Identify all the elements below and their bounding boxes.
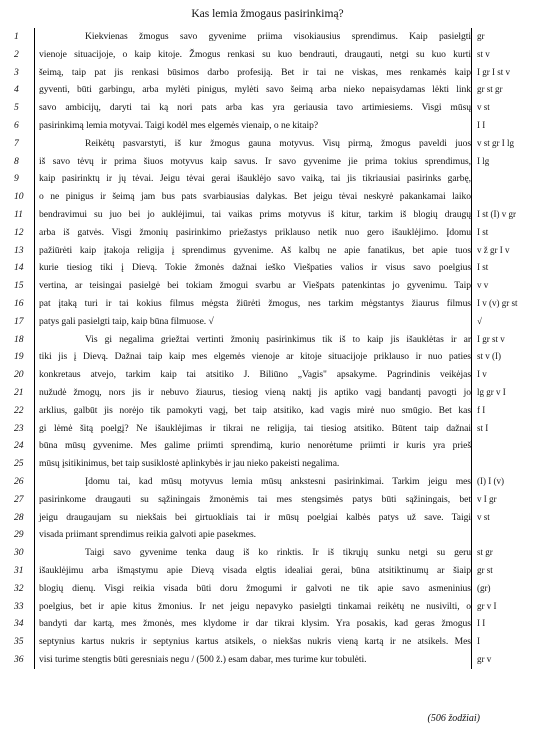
essay-line <box>10 188 510 206</box>
word-count: (506 žodžiai) <box>427 713 480 724</box>
essay-line <box>10 64 510 82</box>
margin-marks: v I gr <box>477 493 497 504</box>
line-text: visi turime stengtis būti geresniais negu / (500 ž.) esam dabar, mes turime kur tobulėti. <box>35 651 472 669</box>
essay-line <box>10 259 510 277</box>
margin-marks: v ž gr I v <box>477 244 510 255</box>
margin-marks: gr v I <box>477 600 497 611</box>
margin-marks: st gr <box>477 547 493 558</box>
essay-line <box>10 615 510 633</box>
line-text: visada priimant sprendimus reikia galvoti apie pasekmes. <box>35 526 472 544</box>
margin-marks <box>472 526 510 544</box>
margin-marks: I lg <box>477 155 490 166</box>
margin-marks: v st <box>477 511 490 522</box>
margin-marks: lg gr v I <box>477 386 506 397</box>
line-number: 13 <box>10 242 35 260</box>
line-text: išauklėjimu arba išmąstymu apie Dievą visada elgtis idealiai gerai, būna atsitiktinumų ar šiaip <box>35 562 472 580</box>
essay-line <box>10 135 514 153</box>
line-text: kaip pasirinktų ir jų tėvai. Jeigu tėvai gerai išauklėjo savo vaiką, tai jis tikriausiai pasirinks garbę, <box>35 170 472 188</box>
line-number: 35 <box>10 633 35 651</box>
line-text: tiki jis į Dievą. Dažnai taip kaip mes elgemės vienoje ar kitoje situacijoje priklauso ir nuo paties <box>35 348 472 366</box>
line-text: jeigu draugaujam su niekšais bei girtuokliais tai ir mūsų poelgiai kalbės patys už save. Taigi <box>35 509 472 527</box>
line-number: 8 <box>10 153 35 171</box>
line-number: 19 <box>10 348 35 366</box>
margin-marks: I st <box>477 226 489 237</box>
line-number: 2 <box>10 46 35 64</box>
line-text: arklius, galbūt jis norėjo tik pamokyti vagį, bet taip atsitiko, kad vagis mirė nuo smūgio. Bet kas <box>35 402 472 420</box>
line-text: vienoje situacijoje, o kaip kitoje. Žmogus renkasi su kuo bendrauti, draugauti, netgi su kuo kurti <box>35 46 472 64</box>
essay-line <box>10 348 510 366</box>
margin-marks <box>472 437 510 455</box>
line-text: vertina, ar teisingai pasielgė bei tokiam žmogui svarbu ar Viešpats patenkintas jo gyvenimu. Taip <box>35 277 472 295</box>
line-text: Įdomu tai, kad mūsų motyvus lemia mūsų ankstesni pasirinkimai. Tarkim jeigu mes <box>35 473 472 491</box>
line-text: bandyti dar kartą, mes žmonės, mes klydome ir dar tikrai klysim. Yra posakis, kad geras žmogus <box>35 615 472 633</box>
essay-line <box>10 206 516 224</box>
line-text: patys gali pasielgti taip, kaip būna filmuose. √ <box>35 313 472 331</box>
margin-marks <box>472 188 510 206</box>
essay-line <box>10 402 510 420</box>
line-number: 3 <box>10 64 35 82</box>
line-text: gi lėmė šitą poelgį? Ne išauklėjimas ir tikrai ne religija, tai tiesiog atsitiko. Būtent taip dažnai <box>35 420 472 438</box>
line-text: būna mūsų gyvenime. Mes galime priimti sprendimą, kurio nenorėtume priimti ir kuris yra prieš <box>35 437 472 455</box>
essay-line <box>10 580 510 598</box>
line-text: pažiūrėti kaip įtakoja religija į sprendimus gyvenime. Aš kalbų ne apie fanatikus, bet apie tuos <box>35 242 472 260</box>
margin-marks: I st <box>477 262 489 273</box>
essay-line <box>10 170 510 188</box>
margin-marks: I <box>477 636 480 647</box>
essay-line <box>10 117 510 135</box>
margin-marks: I gr st v <box>477 333 505 344</box>
line-number: 5 <box>10 99 35 117</box>
essay-grid <box>10 28 518 669</box>
line-number: 31 <box>10 562 35 580</box>
line-text: Kiekvienas žmogus savo gyvenime priima visokiausius sprendimus. Kaip pasielgti <box>35 28 472 46</box>
line-number: 17 <box>10 313 35 331</box>
line-number: 16 <box>10 295 35 313</box>
margin-marks: √ <box>477 315 482 326</box>
line-text: savo ambicijų, daryti tai ką nori pats arba kas yra geriausia tavo artimiesiems. Visgi mūsų <box>35 99 472 117</box>
line-text: nužudė žmogų, nors jis ir nebuvo žiaurus, tiesiog vieną naktį jis aptiko vagį bandantį pavogti jo <box>35 384 472 402</box>
essay-line <box>10 46 510 64</box>
margin-marks: v st <box>477 102 490 113</box>
line-number: 18 <box>10 331 35 349</box>
line-number: 21 <box>10 384 35 402</box>
line-number: 20 <box>10 366 35 384</box>
line-text: septynius kartus nukris ir septynius kartus atsikels, o niekšas nukris vieną kartą ir ne atsikels. Mes <box>35 633 472 651</box>
margin-marks <box>472 170 510 188</box>
line-text: Taigi savo gyvenime tenka daug iš ko rinktis. Ir iš tikrųjų sunku netgi su geru <box>35 544 472 562</box>
margin-marks <box>472 455 510 473</box>
essay-line <box>10 473 510 491</box>
margin-marks: I st (I) v gr <box>477 208 516 219</box>
line-number: 36 <box>10 651 35 669</box>
essay-line <box>10 153 510 171</box>
line-text: iš savo tėvų ir prima šiuos motyvus kaip savus. Ir savo gyvenime jie prima tokius sprendimus, <box>35 153 472 171</box>
line-number: 1 <box>10 28 35 46</box>
line-number: 10 <box>10 188 35 206</box>
line-number: 4 <box>10 81 35 99</box>
essay-line <box>10 633 510 651</box>
essay-line <box>10 562 510 580</box>
line-text: poelgius, bet ir apie kitus žmonius. Ir net jeigu nepavyko pasielgti tinkamai reikėtų ne nusivilti, o <box>35 598 472 616</box>
line-text: mūsų įsitikinimus, bet taip susiklostė aplinkybės ir jau nieko pakeisti negalima. <box>35 455 472 473</box>
line-text: konkretaus atvejo, tarkim kaip tai atsitiko J. Biliūno „Vagis" apsakyme. Pagrindinis veikėjas <box>35 366 472 384</box>
essay-line <box>10 295 518 313</box>
line-text: gyventi, būti garbingu, arba mylėti pinigus, mylėti savo šeimą arba nieko nepaisydamas lėkti link <box>35 81 472 99</box>
margin-marks: (gr) <box>477 582 491 593</box>
essay-line <box>10 491 510 509</box>
line-text: o ne pinigus ir šeimą jam bus pats svarbiausias dalykas. Bet jeigu tėvai neskyrė pakankamai laiko <box>35 188 472 206</box>
essay-line <box>10 455 510 473</box>
essay-line <box>10 509 510 527</box>
line-number: 27 <box>10 491 35 509</box>
line-number: 32 <box>10 580 35 598</box>
margin-marks: gr st gr <box>477 84 503 95</box>
essay-line <box>10 544 510 562</box>
line-number: 29 <box>10 526 35 544</box>
line-number: 24 <box>10 437 35 455</box>
margin-marks: v v <box>477 280 489 291</box>
line-text: pasirinkome draugauti su sąžiningais žmonėmis tai mes stengsimės patys būti sąžiningais, bet <box>35 491 472 509</box>
margin-marks: (I) I (v) <box>477 475 504 486</box>
line-number: 6 <box>10 117 35 135</box>
essay-line <box>10 242 510 260</box>
essay-line <box>10 598 510 616</box>
margin-marks: v st gr I lg <box>477 137 514 148</box>
essay-line <box>10 437 510 455</box>
margin-marks: gr <box>477 31 485 41</box>
line-number: 23 <box>10 420 35 438</box>
essay-line <box>10 224 510 242</box>
line-number: 22 <box>10 402 35 420</box>
margin-marks: I v <box>477 369 487 380</box>
essay-line <box>10 526 510 544</box>
essay-line <box>10 28 510 46</box>
line-number: 26 <box>10 473 35 491</box>
margin-marks: gr st <box>477 564 493 575</box>
essay-line <box>10 651 510 669</box>
margin-marks: I I <box>477 119 486 130</box>
line-number: 15 <box>10 277 35 295</box>
line-number: 28 <box>10 509 35 527</box>
line-text: arba iš gatvės. Visgi žmonių pasirinkimo priežastys priklauso netik nuo gero išauklėjimo. Įdomu <box>35 224 472 242</box>
essay-line <box>10 313 510 331</box>
essay-line <box>10 81 510 99</box>
margin-marks: st v <box>477 48 490 59</box>
essay-line <box>10 99 510 117</box>
line-text: blogių dienų. Visgi reikia visada būti doru žmogumi ir galvoti ne tik apie savo asmeninius <box>35 580 472 598</box>
essay-line <box>10 384 510 402</box>
line-number: 11 <box>10 206 35 224</box>
margin-marks: gr v <box>477 653 492 664</box>
line-number: 7 <box>10 135 35 153</box>
margin-marks: f I <box>477 404 486 415</box>
margin-marks: st v (I) <box>477 351 501 362</box>
essay-title: Kas lemia žmogaus pasirinkimą? <box>191 8 344 20</box>
margin-marks: I gr I st v <box>477 66 510 77</box>
essay-line <box>10 420 510 438</box>
line-text: pasirinkimą lemia motyvai. Taigi kodėl mes elgemės vienaip, o ne kitaip? <box>35 117 472 135</box>
line-text: Vis gi negalima griežtai vertinti žmonių pasirinkimus tik iš to kaip jis išauklėtas ir ar <box>35 331 472 349</box>
margin-marks: I I <box>477 618 486 629</box>
line-number: 25 <box>10 455 35 473</box>
margin-marks: st I <box>477 422 489 433</box>
line-text: kurie tiesiog tiki į Dievą. Tokie žmonės dažnai ieško Viešpaties valios ir visus savo poelgius <box>35 259 472 277</box>
line-number: 34 <box>10 615 35 633</box>
line-number: 9 <box>10 170 35 188</box>
line-number: 30 <box>10 544 35 562</box>
line-text: pat įtaką turi ir tai kokius filmus mėgsta žiūrėti žmogus, nes tarkim mėgstantys žiaurus filmus <box>35 295 472 313</box>
line-text: bendravimui su juo bei jo auklėjimui, tai vaikas prims motyvus iš kitur, tarkim iš blogių draugų <box>35 206 472 224</box>
line-text: šeimą, taip pat jis renkasi būsimos darbo profesiją. Bet ir tai ne viskas, mes renkamės kaip <box>35 64 472 82</box>
essay-line <box>10 331 510 349</box>
line-text: Reikėtų pasvarstyti, iš kur žmogus gauna motyvus. Visų pirmą, žmogus paveldi juos <box>35 135 472 153</box>
line-number: 33 <box>10 598 35 616</box>
line-number: 12 <box>10 224 35 242</box>
margin-marks: I v (v) gr st <box>477 297 518 308</box>
line-number: 14 <box>10 259 35 277</box>
essay-line <box>10 277 510 295</box>
essay-line <box>10 366 510 384</box>
